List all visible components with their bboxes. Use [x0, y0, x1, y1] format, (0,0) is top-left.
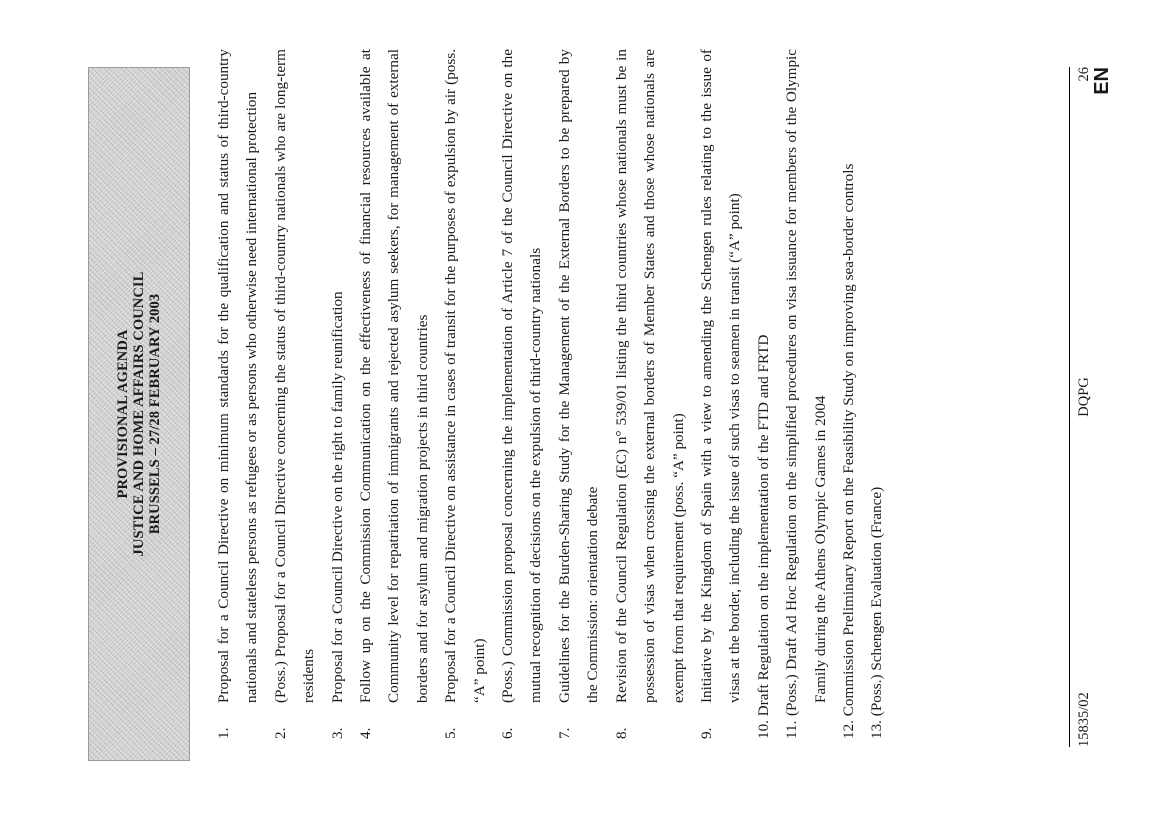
- agenda-item-number: 2.: [271, 727, 289, 739]
- header-title: PROVISIONAL AGENDA: [115, 329, 131, 499]
- agenda-header-text: [115, 68, 163, 760]
- agenda-item-body: (Poss.) Draft Ad Hoc Regulation on the simplified procedures on visa issuance for members of the Olympic Family during the Athens Olympic Games in 2004: [783, 49, 829, 717]
- agenda-item-text: Revision of the Council Regulation (EC) n° 539/01 listing the third countries whose nationals must be in possession of visas when crossing the external borders of Member States and those whose nationals are exempt from that requirement (poss. “A” point): [612, 49, 687, 703]
- agenda-item-number: 9.: [697, 727, 715, 739]
- agenda-item-2: [267, 49, 324, 739]
- agenda-item-10: [750, 49, 778, 739]
- agenda-item-text: Follow up on the Commission Communication on the effectiveness of financial resources available at Community level for repatriation of immigrants and rejected asylum seekers, for management of external borders and for asylum and migration projects in third countries: [357, 49, 431, 703]
- agenda-item-3: [324, 49, 352, 739]
- agenda-item-12: [835, 49, 863, 739]
- agenda-item-4: [352, 49, 437, 739]
- footer-divider: [1069, 67, 1070, 747]
- agenda-item-text: (Poss.) Proposal for a Council Directive concerning the status of third-country nationals who are long-term residents: [271, 49, 318, 703]
- agenda-item-number: 12.: [839, 720, 857, 739]
- agenda-item-number: 7.: [555, 727, 573, 739]
- agenda-item-text: [750, 49, 778, 739]
- agenda-item-body: Commission Preliminary Report on the Feasibility Study on improving sea-border controls: [839, 163, 857, 717]
- header-council-name: JUSTICE AND HOME AFFAIRS COUNCIL: [131, 271, 147, 557]
- agenda-header-box: [88, 67, 190, 761]
- agenda-item-body: Draft Regulation on the implementation of the FTD and FRTD: [754, 334, 772, 717]
- agenda-item-number: 3.: [328, 727, 346, 739]
- agenda-item-6: [494, 49, 551, 739]
- agenda-item-13: [863, 49, 891, 739]
- agenda-list: [210, 49, 892, 739]
- agenda-item-number: 10.: [754, 720, 772, 739]
- agenda-item-text: [863, 49, 891, 739]
- page-number: 26: [1076, 67, 1092, 82]
- language-code: EN: [1091, 67, 1113, 95]
- agenda-item-8: [608, 49, 693, 739]
- agenda-item-number: 13.: [868, 720, 886, 739]
- agenda-item-number: 1.: [215, 727, 232, 739]
- agenda-item-number: 11.: [783, 720, 801, 739]
- agenda-item-number: 5.: [442, 727, 460, 739]
- agenda-item-text: Proposal for a Council Directive on assistance in cases of transit for the purposes of expulsion by air (poss. “A” point): [442, 49, 488, 703]
- agenda-item-1: [210, 49, 267, 739]
- agenda-item-text: Initiative by the Kingdom of Spain with a view to amending the Schengen rules relating to the issue of visas at the border, including the issue of such visas to seamen in transit (“A” point): [697, 49, 744, 703]
- agenda-item-number: 4.: [357, 727, 375, 739]
- agenda-item-5: [437, 49, 494, 739]
- header-date-location: BRUSSELS – 27/28 FEBRUARY 2003: [147, 293, 163, 535]
- agenda-item-body: (Poss.) Schengen Evaluation (France): [868, 486, 886, 717]
- agenda-item-text: Proposal for a Council Directive on the right to family reunification: [328, 291, 346, 703]
- department-code: DQPG: [1076, 377, 1092, 417]
- agenda-item-7: [551, 49, 608, 739]
- agenda-item-9: [693, 49, 750, 739]
- agenda-item-text: (Poss.) Commission proposal concerning the implementation of Article 7 of the Council Directive on the mutual recognition of decisions on the expulsion of third-country nationals: [499, 49, 545, 703]
- agenda-item-number: 6.: [499, 727, 517, 739]
- agenda-item-11: [778, 49, 835, 739]
- document-number: 15835/02: [1076, 692, 1092, 747]
- agenda-item-text: Guidelines for the Burden-Sharing Study for the Management of the External Borders to be prepared by the Commission: orientation debate: [555, 49, 602, 703]
- agenda-item-number: 8.: [612, 727, 630, 739]
- agenda-item-text: [835, 49, 863, 739]
- agenda-item-text: [778, 49, 835, 739]
- agenda-item-text: Proposal for a Council Directive on minimum standards for the qualification and status of third-country nationals and stateless persons as refugees or as persons who otherwise need international protection: [215, 49, 261, 703]
